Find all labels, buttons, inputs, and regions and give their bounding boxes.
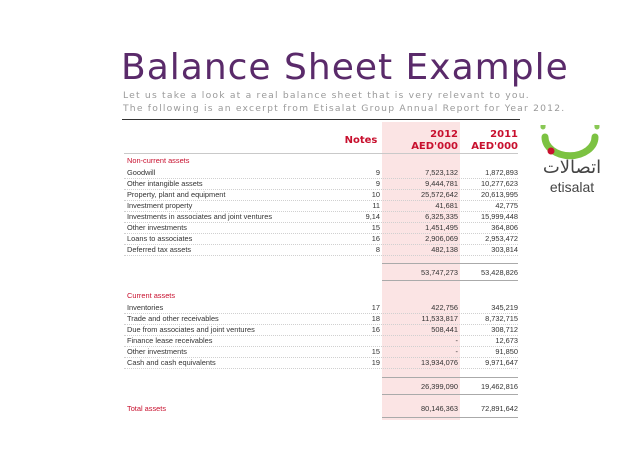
page-title: Balance Sheet Example <box>121 47 569 88</box>
row-value-2011: 9,971,647 <box>485 358 518 367</box>
table-row <box>124 336 518 347</box>
row-value-2012: 422,756 <box>431 303 458 312</box>
subtotal-value-2011: 53,428,826 <box>481 268 518 277</box>
subtotal-rule-top <box>382 263 518 264</box>
row-value-2011: 12,673 <box>495 336 518 345</box>
row-note: 15 <box>371 347 380 356</box>
row-value-2011: 308,712 <box>491 325 518 334</box>
row-value-2012: 1,451,495 <box>425 223 458 232</box>
row-value-2011: 364,806 <box>491 223 518 232</box>
table-row <box>124 190 518 201</box>
row-value-2012: 9,444,781 <box>425 179 458 188</box>
row-value-2012: 25,572,642 <box>421 190 458 199</box>
table-row <box>124 314 518 325</box>
row-label: Inventories <box>127 303 164 312</box>
header-2012-unit: AED'000 <box>411 141 458 152</box>
row-value-2012: 6,325,335 <box>425 212 458 221</box>
table-row <box>124 347 518 358</box>
subtotal-rule-bottom <box>382 394 518 395</box>
subtotal-rule-bottom <box>382 280 518 281</box>
total-assets-label: Total assets <box>127 404 167 413</box>
row-note: 19 <box>371 358 380 367</box>
table-row <box>124 168 518 179</box>
table-row <box>124 234 518 245</box>
row-value-2012: 13,934,076 <box>421 358 458 367</box>
row-value-2012: 41,681 <box>435 201 458 210</box>
subtotal-row-noncurrent <box>124 267 518 278</box>
row-value-2012: 7,523,132 <box>425 168 458 177</box>
table-row <box>124 212 518 223</box>
row-note: 18 <box>371 314 380 323</box>
logo-arabic-text: اتصالات <box>542 157 602 178</box>
row-label: Investments in associates and joint ventures <box>127 212 273 221</box>
row-value-2011: 15,999,448 <box>481 212 518 221</box>
total-assets-value-2011: 72,891,642 <box>481 404 518 413</box>
header-2011 <box>460 129 518 153</box>
row-note: 9,14 <box>365 212 380 221</box>
table-row <box>124 201 518 212</box>
table-row <box>124 223 518 234</box>
row-value-2012: 11,533,817 <box>421 314 458 323</box>
row-label: Due from associates and joint ventures <box>127 325 255 334</box>
header-2011-unit: AED'000 <box>471 141 518 152</box>
header-2012 <box>382 129 458 153</box>
row-value-2011: 1,872,893 <box>485 168 518 177</box>
subtitle-line-1: Let us take a look at a real balance sheet that is very relevant to you. <box>123 90 530 101</box>
row-label: Deferred tax assets <box>127 245 192 254</box>
row-label: Other investments <box>127 347 187 356</box>
table-row <box>124 179 518 190</box>
row-note: 9 <box>375 168 380 177</box>
table-row <box>124 245 518 256</box>
header-2012-year: 2012 <box>430 129 458 140</box>
row-note: 9 <box>375 179 380 188</box>
row-value-2011: 91,850 <box>495 347 518 356</box>
row-note: 11 <box>372 201 380 210</box>
table-row <box>124 325 518 336</box>
row-label: Loans to associates <box>127 234 193 243</box>
row-note: 8 <box>375 245 380 254</box>
row-value-2012: 482,138 <box>431 245 458 254</box>
row-label: Trade and other receivables <box>127 314 219 323</box>
row-value-2011: 345,219 <box>491 303 518 312</box>
table-row <box>124 303 518 314</box>
subtotal-row-current <box>124 381 518 392</box>
total-assets-row <box>124 403 518 414</box>
row-note: 15 <box>371 223 380 232</box>
subtotal-value-2011: 19,462,816 <box>481 382 518 391</box>
header-2011-year: 2011 <box>490 129 518 140</box>
logo-latin-text: etisalat <box>549 179 595 195</box>
header-notes: Notes <box>344 135 378 146</box>
subtotal-value-2012: 53,747,273 <box>421 268 458 277</box>
section-title-noncurrent: Non-current assets <box>127 156 190 165</box>
row-label: Cash and cash equivalents <box>127 358 216 367</box>
row-label: Goodwill <box>127 168 156 177</box>
header-divider <box>124 153 518 154</box>
row-label: Finance lease receivables <box>127 336 213 345</box>
row-note: 16 <box>371 325 380 334</box>
row-value-2011: 2,953,472 <box>485 234 518 243</box>
total-rule <box>382 417 518 418</box>
total-assets-value-2012: 80,146,363 <box>421 404 458 413</box>
row-value-2011: 20,613,995 <box>481 190 518 199</box>
row-label: Property, plant and equipment <box>127 190 226 199</box>
subtotal-rule-top <box>382 377 518 378</box>
balance-sheet-table <box>120 122 520 422</box>
row-note: 16 <box>371 234 380 243</box>
row-value-2011: 8,732,715 <box>485 314 518 323</box>
row-note: 10 <box>371 190 380 199</box>
row-value-2012: 508,441 <box>431 325 458 334</box>
row-value-2012: 2,906,069 <box>425 234 458 243</box>
row-note: 17 <box>371 303 380 312</box>
row-label: Other intangible assets <box>127 179 203 188</box>
subtitle-line-2: The following is an excerpt from Etisalat Group Annual Report for Year 2012. <box>123 103 566 114</box>
section-title-current: Current assets <box>127 291 176 300</box>
row-label: Other investments <box>127 223 187 232</box>
row-value-2011: 10,277,623 <box>481 179 518 188</box>
table-row <box>124 358 518 369</box>
row-value-2012: - <box>455 347 458 356</box>
title-divider <box>122 119 520 120</box>
row-value-2011: 303,814 <box>491 245 518 254</box>
row-value-2011: 42,775 <box>495 201 518 210</box>
row-value-2012: - <box>455 336 458 345</box>
row-label: Investment property <box>127 201 193 210</box>
subtotal-value-2012: 26,399,090 <box>421 382 458 391</box>
